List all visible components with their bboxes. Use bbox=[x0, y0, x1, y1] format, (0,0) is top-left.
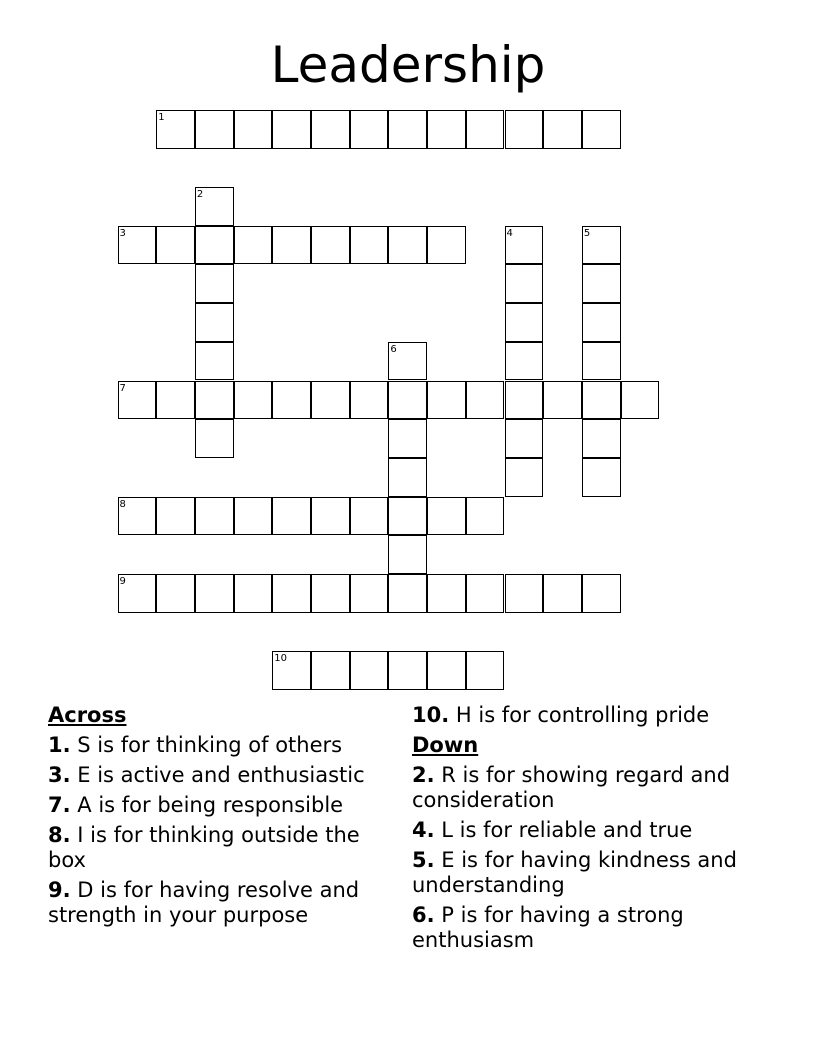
clue-down-6 bbox=[412, 903, 762, 953]
grid-cell[interactable] bbox=[195, 226, 234, 265]
clue-number: 8. bbox=[48, 823, 71, 847]
grid-clue-number: 6 bbox=[390, 343, 397, 355]
grid-cell[interactable] bbox=[388, 110, 427, 149]
grid-cell[interactable] bbox=[543, 381, 582, 420]
clue-across-10 bbox=[412, 703, 762, 728]
grid-cell[interactable] bbox=[466, 651, 505, 690]
grid-cell[interactable] bbox=[466, 381, 505, 420]
clue-number: 2. bbox=[412, 763, 435, 787]
grid-cell[interactable] bbox=[388, 574, 427, 613]
grid-cell[interactable] bbox=[311, 651, 350, 690]
grid-cell[interactable] bbox=[350, 651, 389, 690]
grid-cell[interactable] bbox=[582, 458, 621, 497]
clue-text: E is for having kindness and understanding bbox=[412, 848, 737, 897]
grid-cell[interactable] bbox=[427, 381, 466, 420]
grid-cell[interactable] bbox=[195, 110, 234, 149]
grid-cell[interactable] bbox=[234, 110, 273, 149]
grid-clue-number: 3 bbox=[119, 227, 126, 239]
grid-cell[interactable] bbox=[388, 381, 427, 420]
clue-number: 6. bbox=[412, 903, 435, 927]
grid-cell[interactable] bbox=[388, 497, 427, 536]
grid-cell[interactable] bbox=[195, 264, 234, 303]
clue-down-5 bbox=[412, 848, 762, 898]
grid-cell[interactable] bbox=[388, 458, 427, 497]
puzzle-title: Leadership bbox=[270, 36, 546, 94]
clue-number: 7. bbox=[48, 793, 71, 817]
grid-cell[interactable] bbox=[582, 381, 621, 420]
grid-cell[interactable] bbox=[582, 303, 621, 342]
clue-number: 4. bbox=[412, 818, 435, 842]
grid-clue-number: 5 bbox=[583, 227, 591, 239]
grid-cell[interactable] bbox=[388, 651, 427, 690]
grid-cell[interactable] bbox=[311, 110, 350, 149]
grid-cell[interactable] bbox=[582, 419, 621, 458]
grid-cell[interactable] bbox=[427, 497, 466, 536]
clue-text: R is for showing regard and consideration bbox=[412, 763, 731, 812]
grid-cell[interactable] bbox=[505, 342, 544, 381]
grid-cell[interactable] bbox=[272, 110, 311, 149]
grid-cell[interactable] bbox=[427, 574, 466, 613]
grid-cell[interactable] bbox=[505, 303, 544, 342]
clue-text: D is for having resolve and strength in your purpose bbox=[48, 878, 360, 927]
clue-text: A is for being responsible bbox=[77, 793, 344, 817]
grid-cell[interactable] bbox=[543, 110, 582, 149]
grid-cell[interactable] bbox=[543, 574, 582, 613]
grid-cell[interactable] bbox=[505, 110, 544, 149]
grid-cell[interactable] bbox=[621, 381, 660, 420]
clue-number: 3. bbox=[48, 763, 71, 787]
clue-text: P is for having a strong enthusiasm bbox=[412, 903, 684, 952]
grid-cell[interactable] bbox=[388, 226, 427, 265]
grid-cell[interactable] bbox=[272, 497, 311, 536]
grid-cell[interactable] bbox=[195, 419, 234, 458]
grid-cell[interactable] bbox=[505, 264, 544, 303]
down-heading: Down bbox=[412, 733, 479, 757]
grid-cell[interactable] bbox=[234, 574, 273, 613]
grid-cell[interactable] bbox=[156, 574, 195, 613]
grid-cell[interactable] bbox=[427, 110, 466, 149]
grid-clue-number: 2 bbox=[196, 189, 204, 200]
grid-clue-number: 4 bbox=[506, 227, 513, 239]
clue-text: H is for controlling pride bbox=[455, 703, 710, 727]
clue-number: 10. bbox=[412, 703, 450, 727]
grid-cell[interactable] bbox=[388, 535, 427, 574]
grid-clue-number: 1 bbox=[158, 112, 165, 123]
grid-cell[interactable] bbox=[466, 110, 505, 149]
grid-cell[interactable] bbox=[466, 574, 505, 613]
grid-cell[interactable] bbox=[272, 381, 311, 420]
grid-cell[interactable] bbox=[582, 574, 621, 613]
grid-cell[interactable] bbox=[427, 651, 466, 690]
clue-across-9 bbox=[48, 878, 398, 928]
grid-clue-number: 9 bbox=[119, 576, 126, 587]
clue-number: 9. bbox=[48, 878, 71, 902]
grid-cell[interactable] bbox=[427, 226, 466, 265]
grid-cell[interactable] bbox=[311, 226, 350, 265]
clue-text: I is for thinking outside the box bbox=[48, 823, 360, 872]
grid-cell[interactable] bbox=[311, 381, 350, 420]
grid-cell[interactable] bbox=[272, 574, 311, 613]
grid-cell[interactable] bbox=[195, 574, 234, 613]
grid-cell[interactable] bbox=[234, 226, 273, 265]
grid-cell[interactable] bbox=[195, 497, 234, 536]
clue-across-7 bbox=[48, 793, 398, 818]
clue-text: L is for reliable and true bbox=[441, 818, 693, 842]
grid-cell[interactable] bbox=[156, 381, 195, 420]
grid-cell[interactable] bbox=[350, 226, 389, 265]
clue-text: E is active and enthusiastic bbox=[77, 763, 365, 787]
grid-cell[interactable] bbox=[234, 497, 273, 536]
clue-across-3 bbox=[48, 763, 398, 788]
grid-cell[interactable] bbox=[156, 226, 195, 265]
clue-number: 1. bbox=[48, 733, 71, 757]
grid-cell[interactable] bbox=[311, 497, 350, 536]
grid-clue-number: 7 bbox=[119, 382, 126, 394]
grid-cell[interactable] bbox=[505, 574, 544, 613]
clue-across-1 bbox=[48, 733, 398, 758]
grid-cell[interactable] bbox=[195, 342, 234, 381]
across-heading: Across bbox=[48, 703, 127, 727]
grid-cell[interactable] bbox=[156, 497, 195, 536]
grid-cell[interactable] bbox=[505, 381, 544, 420]
clue-across-8 bbox=[48, 823, 398, 873]
grid-cell[interactable] bbox=[195, 381, 234, 420]
grid-cell[interactable] bbox=[272, 226, 311, 265]
clue-down-4 bbox=[412, 818, 762, 843]
clues-left-column bbox=[48, 703, 398, 928]
clue-number: 5. bbox=[412, 848, 435, 872]
grid-cell[interactable] bbox=[350, 110, 389, 149]
grid-cell[interactable] bbox=[505, 458, 544, 497]
grid-cell[interactable] bbox=[350, 497, 389, 536]
grid-cell[interactable] bbox=[350, 574, 389, 613]
grid-cell[interactable] bbox=[582, 110, 621, 149]
grid-cell[interactable] bbox=[505, 419, 544, 458]
grid-cell[interactable] bbox=[582, 342, 621, 381]
grid-clue-number: 10 bbox=[274, 653, 288, 665]
grid-cell[interactable] bbox=[350, 381, 389, 420]
clues-right-column bbox=[412, 703, 762, 953]
grid-cell[interactable] bbox=[234, 381, 273, 420]
grid-cell[interactable] bbox=[466, 497, 505, 536]
grid-cell[interactable] bbox=[195, 303, 234, 342]
grid-cell[interactable] bbox=[388, 419, 427, 458]
clue-down-2 bbox=[412, 763, 762, 813]
grid-cell[interactable] bbox=[582, 264, 621, 303]
grid-cell[interactable] bbox=[311, 574, 350, 613]
grid-clue-number: 8 bbox=[119, 498, 126, 510]
clue-text: S is for thinking of others bbox=[77, 733, 343, 757]
